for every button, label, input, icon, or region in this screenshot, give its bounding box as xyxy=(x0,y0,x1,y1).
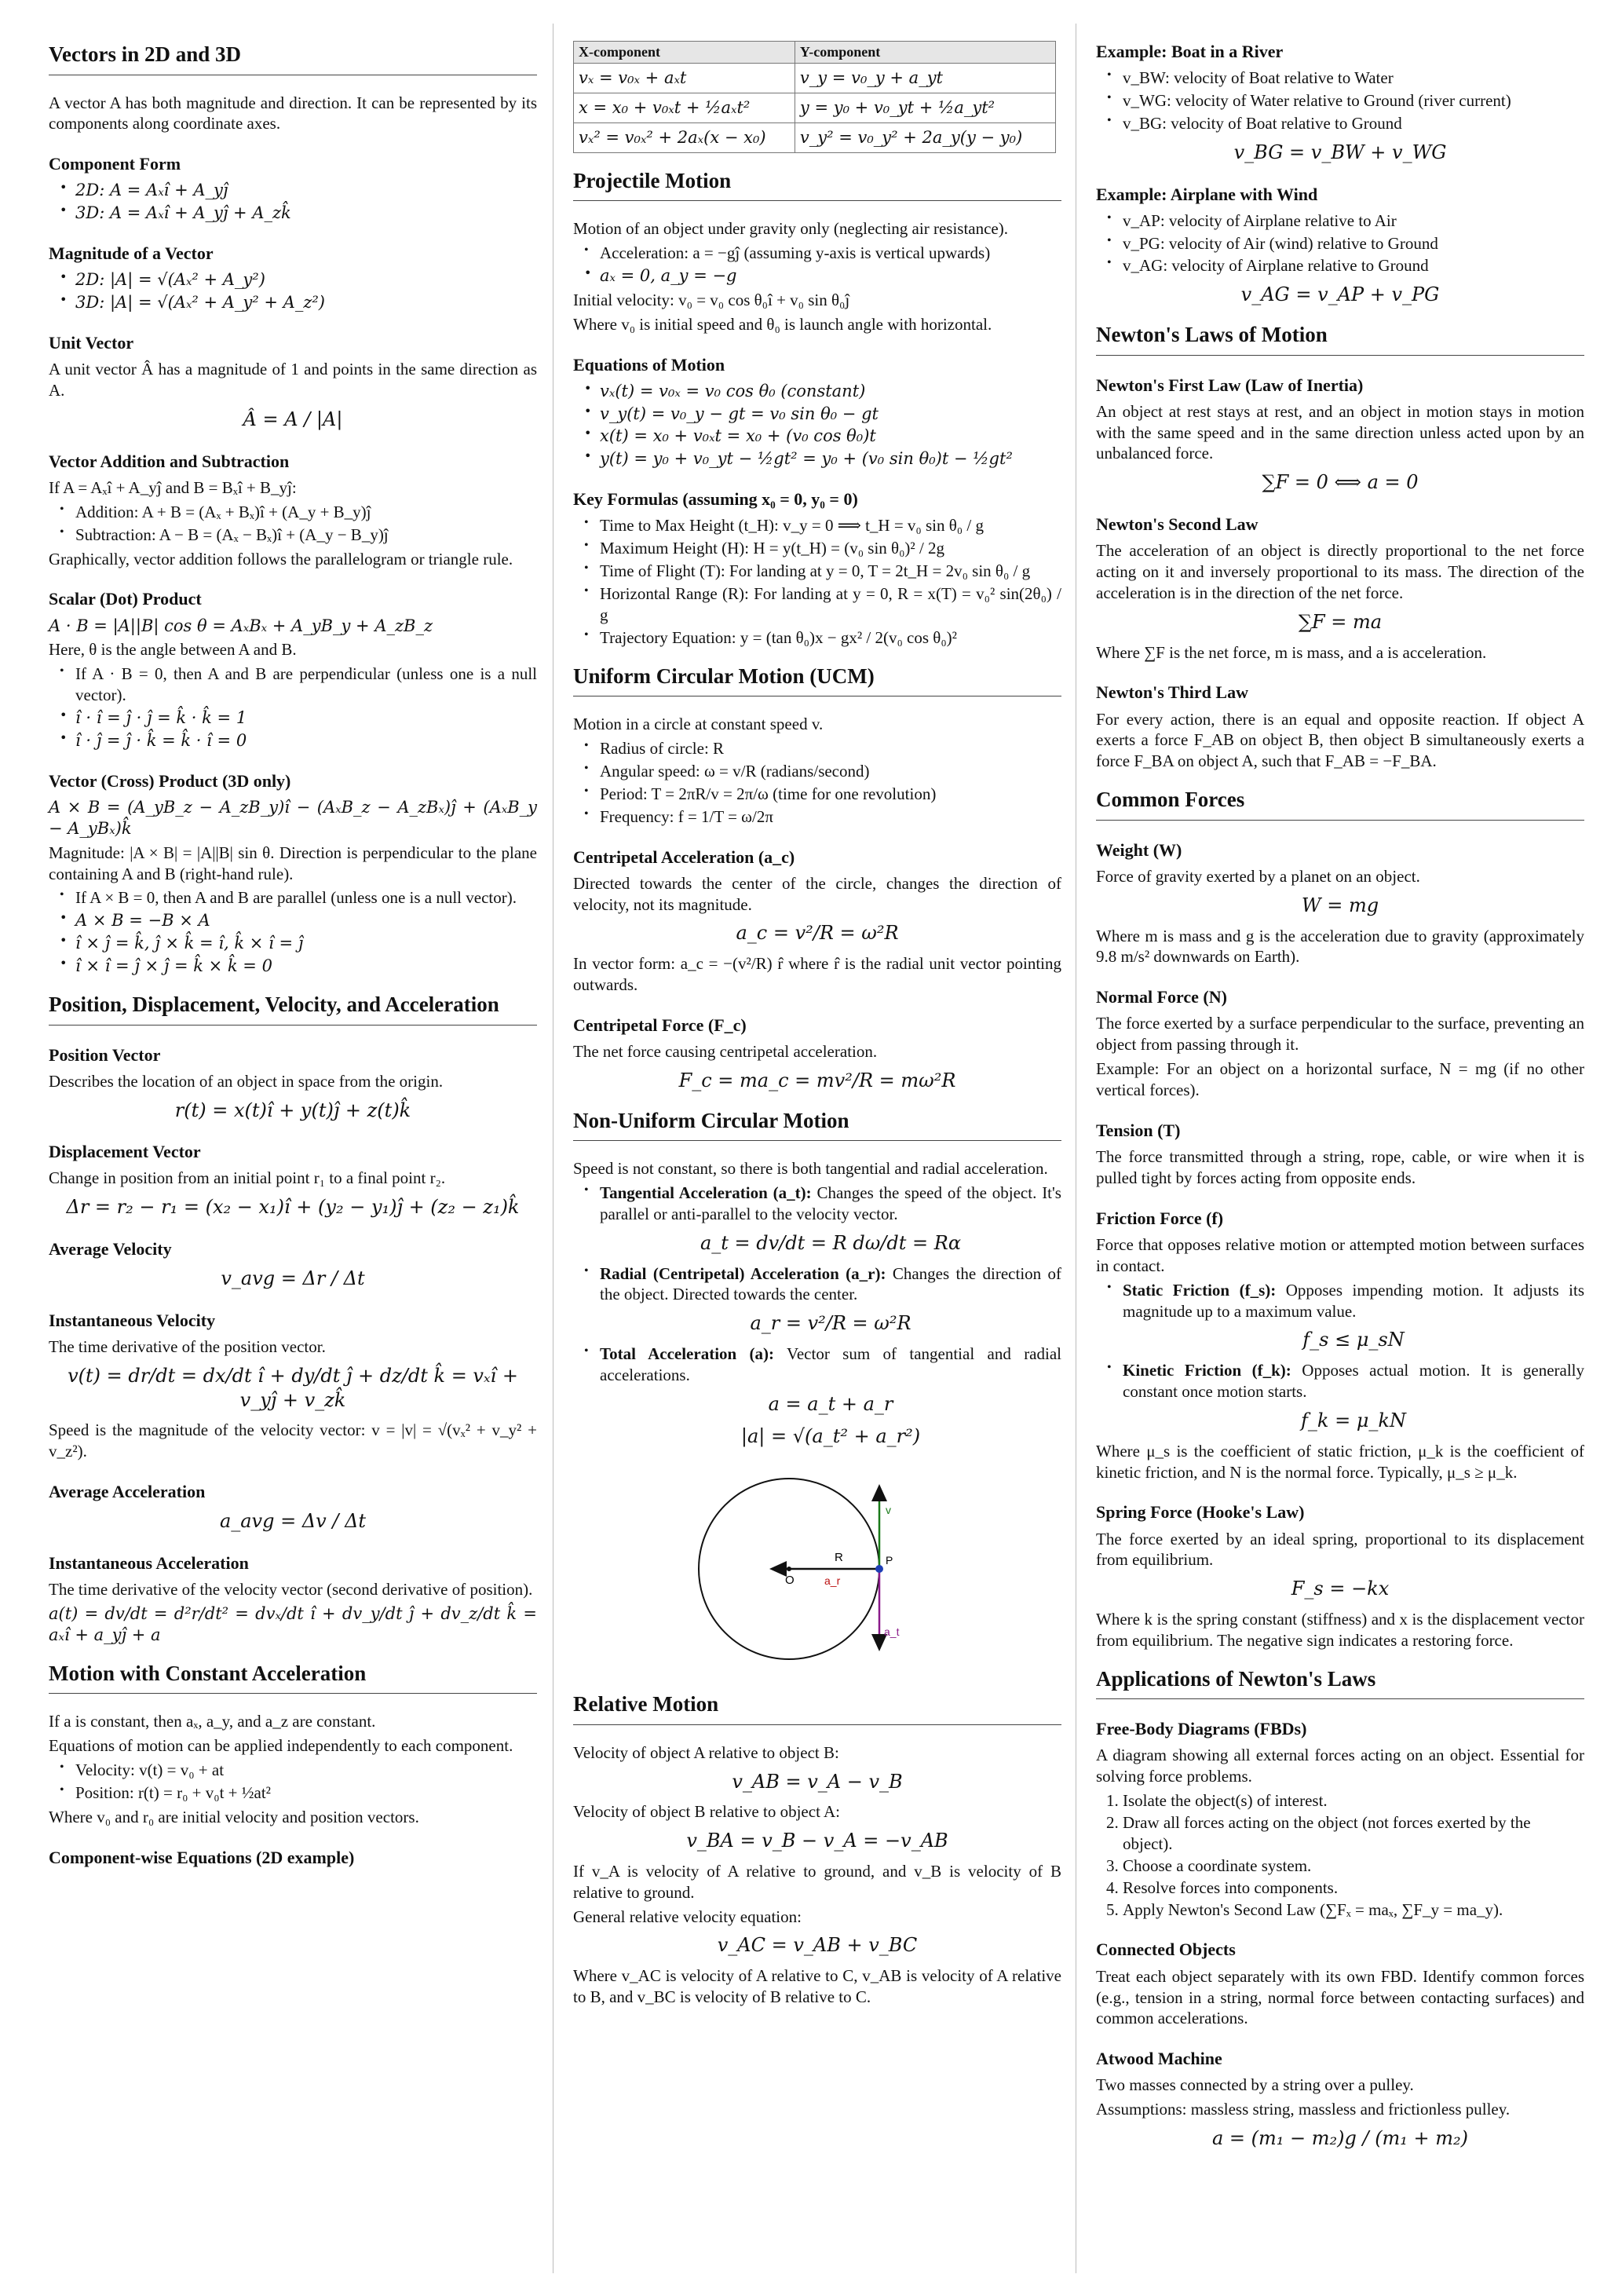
table-header: Y-component xyxy=(795,42,1055,64)
section-title-constant-acceleration: Motion with Constant Acceleration xyxy=(49,1660,537,1695)
magnitude-list xyxy=(49,269,537,313)
equations-of-motion-list xyxy=(573,381,1061,470)
component-form-list xyxy=(49,180,537,224)
table-row xyxy=(574,64,1056,93)
position-vector-text: Describes the location of an object in space from the origin. xyxy=(49,1071,444,1091)
centripetal-force-heading: Centripetal Force (F_c) xyxy=(573,1015,747,1035)
second-law-text: The acceleration of an object is directly proportional to the net force acting on it and inversely proportional to its mass. The direction of the acceleration is in the direction of the net force. xyxy=(1096,541,1584,602)
equations-of-motion-heading: Equations of Motion xyxy=(573,354,725,375)
spring-force-text: The force exerted by an ideal spring, proportional to its displacement from equilibrium. xyxy=(1096,1529,1584,1570)
list-item: • v_AP: velocity of Airplane relative to Air xyxy=(1123,210,1584,232)
list-item: • Radius of circle: R xyxy=(600,738,1061,759)
list-item: • Addition: A + B = (Aₓ + Bₓ)î + (A_y + B_y)ĵ xyxy=(75,502,537,523)
list-item: • Velocity: v(t) = v₀ + at xyxy=(75,1760,537,1781)
list-item: • v_AG: velocity of Airplane relative to Ground xyxy=(1123,255,1584,276)
relative-equation-1: v_AB = v_A − v_B xyxy=(732,1770,903,1793)
list-item: • Acceleration: a = −gĵ (assuming y-axis is vertical upwards) xyxy=(600,243,1061,264)
list-item: • 2D: A = Aₓî + A_yĵ xyxy=(75,180,537,201)
average-velocity-equation: v_avg = Δr / Δt xyxy=(221,1267,365,1290)
list-item: 1. Isolate the object(s) of interest. xyxy=(1123,1790,1584,1812)
term-text: Changes the speed of the object. It's parallel or anti-parallel to the velocity vector. xyxy=(600,1183,1061,1223)
list-item: • v_y(t) = v₀_y − gt = v₀ sin θ₀ − gt xyxy=(600,404,1061,425)
list-item: • v_BW: velocity of Boat relative to Water xyxy=(1123,68,1584,89)
table-cell: vₓ = v₀ₓ + aₓt xyxy=(574,64,795,93)
relative-text-2: Velocity of object B relative to object A: xyxy=(573,1802,840,1822)
static-friction-equation: f_s ≤ μ_sN xyxy=(1302,1329,1405,1351)
boat-equation: v_BG = v_BW + v_WG xyxy=(1233,141,1447,163)
second-law-heading: Newton's Second Law xyxy=(1096,514,1259,535)
atwood-assumptions: Assumptions: massless string, massless and frictionless pulley. xyxy=(1096,2100,1511,2119)
label-p: P xyxy=(886,1554,893,1567)
list-item: • Time of Flight (T): For landing at y = 0, T = 2t_H = 2v₀ sin θ₀ / g xyxy=(600,561,1061,582)
list-item: • Angular speed: ω = v/R (radians/second) xyxy=(600,761,1061,782)
list-item: 5. Apply Newton's Second Law (∑Fₓ = maₓ, ∑F_y = ma_y). xyxy=(1123,1899,1584,1921)
third-law-text: For every action, there is an equal and opposite reaction. If object A exerts a force F_AB on object B, then object B simultaneously exerts a force F_BA on object A, such that F_AB = −F_BA. xyxy=(1096,709,1584,771)
table-cell: v_y² = v₀_y² + 2a_y(y − y₀) xyxy=(795,122,1055,152)
section-title-ucm: Uniform Circular Motion (UCM) xyxy=(573,663,1061,697)
term-label: Total Acceleration (a): xyxy=(600,1344,775,1364)
instantaneous-velocity-equation: v(t) = dr/dt = dx/dt î + dy/dt ĵ + dz/dt k̂ = vₓî + v_yĵ + v_zk̂ xyxy=(68,1364,518,1411)
centripetal-acceleration-text: Directed towards the center of the circle, changes the direction of velocity, not its magnitude. xyxy=(573,873,1061,914)
table-cell: y = y₀ + v₀_yt + ½a_yt² xyxy=(795,93,1055,122)
average-acceleration-heading: Average Acceleration xyxy=(49,1482,206,1502)
relative-text-4: General relative velocity equation: xyxy=(573,1907,802,1926)
component-equations-table xyxy=(573,41,1056,153)
third-law-heading: Newton's Third Law xyxy=(1096,682,1248,703)
weight-equation: W = mg xyxy=(1301,894,1379,916)
non-uniform-intro: Speed is not constant, so there is both tangential and radial acceleration. xyxy=(573,1159,1048,1179)
list-item: • x(t) = x₀ + v₀ₓt = x₀ + (v₀ cos θ₀)t xyxy=(600,426,1061,447)
centripetal-force-text: The net force causing centripetal acceleration. xyxy=(573,1042,878,1062)
list-item: • 2D: |A| = √(Aₓ² + A_y²) xyxy=(75,269,537,291)
instantaneous-velocity-heading: Instantaneous Velocity xyxy=(49,1310,216,1330)
instantaneous-acceleration-equation: a(t) = dv/dt = d²r/dt² = dvₓ/dt î + dv_y/dt ĵ + dv_z/dt k̂ = aₓî + a_yĵ + a xyxy=(49,1604,537,1644)
dot-product-equation: A · B = |A||B| cos θ = AₓBₓ + A_yB_y + A_zB_z xyxy=(49,616,433,635)
vector-addition-heading: Vector Addition and Subtraction xyxy=(49,451,290,471)
section-title-applications: Applications of Newton's Laws xyxy=(1096,1665,1584,1700)
constant-acceleration-text-2: Equations of motion can be applied independently to each component. xyxy=(49,1736,513,1756)
list-item: • Time to Max Height (t_H): v_y = 0 ⟹ t_H = v₀ sin θ₀ / g xyxy=(600,515,1061,536)
kinetic-friction-equation: f_k = μ_kN xyxy=(1301,1409,1406,1431)
list-item: • Frequency: f = 1/T = ω/2π xyxy=(600,806,1061,828)
section-title-relative-motion: Relative Motion xyxy=(573,1691,1061,1725)
list-item: • v_PG: velocity of Air (wind) relative to Ground xyxy=(1123,233,1584,254)
list-item: • aₓ = 0, a_y = −g xyxy=(600,265,1061,287)
label-r: R xyxy=(835,1551,843,1565)
label-v: v xyxy=(886,1504,891,1517)
section-title-vectors: Vectors in 2D and 3D xyxy=(49,41,537,75)
section-title-common-forces: Common Forces xyxy=(1096,786,1584,821)
vector-addition-note: Graphically, vector addition follows the parallelogram or triangle rule. xyxy=(49,549,513,569)
initial-velocity-note: Where v₀ is initial speed and θ₀ is launch angle with horizontal. xyxy=(573,314,992,334)
boat-example-heading: Example: Boat in a River xyxy=(1096,42,1284,61)
table-header-row xyxy=(574,42,1056,64)
list-item xyxy=(600,1344,1061,1448)
velocity-arrow-head xyxy=(871,1484,887,1501)
atwood-equation: a = (m₁ − m₂)g / (m₁ + m₂) xyxy=(1211,2127,1469,2150)
label-ar: a_r xyxy=(824,1574,841,1588)
first-law-heading: Newton's First Law (Law of Inertia) xyxy=(1096,375,1364,395)
second-law-equation: ∑F = ma xyxy=(1298,610,1383,633)
instantaneous-acceleration-text: The time derivative of the velocity vector (second derivative of position). xyxy=(49,1580,533,1600)
constant-acceleration-text: If a is constant, then aₓ, a_y, and a_z are constant. xyxy=(49,1712,376,1731)
table-header: X-component xyxy=(574,42,795,64)
airplane-example-list xyxy=(1096,210,1584,277)
airplane-example-heading: Example: Airplane with Wind xyxy=(1096,184,1318,204)
friction-list xyxy=(1096,1280,1584,1433)
list-item: • Position: r(t) = r₀ + v₀t + ½at² xyxy=(75,1782,537,1804)
normal-force-text: The force exerted by a surface perpendicular to the surface, preventing an object from passing through it. xyxy=(1096,1014,1584,1055)
label-at: a_t xyxy=(884,1625,900,1639)
tension-text: The force transmitted through a string, rope, cable, or wire when it is pulled tight by forces acting from opposite ends. xyxy=(1096,1147,1584,1187)
list-item xyxy=(1123,1360,1584,1432)
average-acceleration-equation: a_avg = Δv / Δt xyxy=(219,1510,367,1533)
magnitude-heading: Magnitude of a Vector xyxy=(49,243,214,264)
list-item: • If A × B = 0, then A and B are parallel (unless one is a null vector). xyxy=(75,887,537,909)
column-3 xyxy=(1096,38,1584,2159)
connected-objects-text: Treat each object separately with its own FBD. Identify common forces (e.g., tension in a string, normal force between contacting surfaces) and common accelerations. xyxy=(1096,1966,1584,2028)
table-cell: x = x₀ + v₀ₓt + ½aₓt² xyxy=(574,93,795,122)
second-law-note: Where ∑F is the net force, m is mass, and a is acceleration. xyxy=(1096,642,1487,662)
list-item: • vₓ(t) = v₀ₓ = v₀ cos θ₀ (constant) xyxy=(600,381,1061,402)
column-2 xyxy=(573,38,1061,2011)
fbd-text: A diagram showing all external forces acting on an object. Essential for solving force problems. xyxy=(1096,1746,1584,1786)
airplane-equation: v_AG = v_AP + v_PG xyxy=(1240,283,1440,306)
term-text: Opposes impending motion. It adjusts its magnitude up to a maximum value. xyxy=(1123,1280,1584,1321)
term-label: Static Friction (f_s): xyxy=(1123,1280,1277,1300)
list-item xyxy=(1123,1280,1584,1352)
list-item: • î · î = ĵ · ĵ = k̂ · k̂ = 1 xyxy=(75,707,537,729)
position-vector-equation: r(t) = x(t)î + y(t)ĵ + z(t)k̂ xyxy=(174,1099,411,1121)
term-label: Kinetic Friction (f_k): xyxy=(1123,1361,1291,1380)
relative-equation-2: v_BA = v_B − v_A = −v_AB xyxy=(686,1830,948,1852)
section-title-kinematics: Position, Displacement, Velocity, and Acceleration xyxy=(49,991,537,1026)
list-item: • v_BG: velocity of Boat relative to Ground xyxy=(1123,113,1584,134)
position-vector-heading: Position Vector xyxy=(49,1044,161,1065)
term-label: Tangential Acceleration (a_t): xyxy=(600,1183,812,1203)
friction-text: Force that opposes relative motion or attempted motion between surfaces in contact. xyxy=(1096,1234,1584,1275)
vectors-intro: A vector A has both magnitude and direction. It can be represented by its components along coordinate axes. xyxy=(49,93,537,133)
friction-heading: Friction Force (f) xyxy=(1096,1208,1224,1228)
spring-force-equation: F_s = −kx xyxy=(1291,1578,1390,1600)
list-item: • 3D: A = Aₓî + A_yĵ + A_zk̂ xyxy=(75,203,537,224)
spring-force-note: Where k is the spring constant (stiffness) and x is the displacement vector from equilibrium. The negative sign indicates a restoring force. xyxy=(1096,1610,1584,1650)
projectile-intro: Motion of an object under gravity only (neglecting air resistance). xyxy=(573,219,1008,239)
section-title-projectile: Projectile Motion xyxy=(573,167,1061,202)
relative-text-1: Velocity of object A relative to object B: xyxy=(573,1742,839,1762)
normal-force-heading: Normal Force (N) xyxy=(1096,987,1227,1007)
relative-text-5: Where v_AC is velocity of A relative to C, v_AB is velocity of A relative to B, and v_BC is velocity of B relative to C. xyxy=(573,1966,1061,2007)
centripetal-force-equation: F_c = ma_c = mv²/R = mω²R xyxy=(678,1069,956,1091)
cross-product-text: Magnitude: |A × B| = |A||B| sin θ. Direction is perpendicular to the plane containing A and B (right-hand rule). xyxy=(49,843,537,883)
fbd-heading: Free-Body Diagrams (FBDs) xyxy=(1096,1719,1307,1739)
list-item: 3. Choose a coordinate system. xyxy=(1123,1855,1584,1877)
centripetal-acceleration-vector-text: In vector form: a_c = −(v²/R) r̂ where r̂ is the radial unit vector pointing outwards. xyxy=(573,954,1061,995)
list-item xyxy=(600,1263,1061,1336)
weight-note: Where m is mass and g is the acceleration due to gravity (approximately 9.8 m/s² downwards on Earth). xyxy=(1096,926,1584,967)
list-item: • If A · B = 0, then A and B are perpendicular (unless one is a null vector). xyxy=(75,664,537,706)
component-form-heading: Component Form xyxy=(49,154,181,174)
displacement-equation: Δr = r₂ − r₁ = (x₂ − x₁)î + (y₂ − y₁)ĵ + (z₂ − z₁)k̂ xyxy=(66,1196,520,1219)
term-text: Changes the direction of the object. Directed towards the center. xyxy=(600,1263,1061,1304)
table-row xyxy=(574,93,1056,122)
key-formulas-list xyxy=(573,515,1061,648)
section-title-newtons-laws: Newton's Laws of Motion xyxy=(1096,321,1584,356)
projectile-list xyxy=(573,243,1061,287)
relative-equation-3: v_AC = v_AB + v_BC xyxy=(717,1934,918,1957)
list-item: 4. Resolve forces into components. xyxy=(1123,1877,1584,1899)
first-law-text: An object at rest stays at rest, and an object in motion stays in motion with the same speed and in the same direction unless acted upon by an unbalanced force. xyxy=(1096,401,1584,463)
tension-heading: Tension (T) xyxy=(1096,1120,1181,1140)
boat-example-list xyxy=(1096,68,1584,134)
radial-equation: a_r = v²/R = ω²R xyxy=(750,1312,911,1335)
cross-product-heading: Vector (Cross) Product (3D only) xyxy=(49,770,291,791)
tangential-equation: a_t = dv/dt = R dω/dt = Rα xyxy=(700,1231,962,1254)
dot-product-list xyxy=(49,664,537,751)
cross-product-list xyxy=(49,887,537,977)
list-item: • Period: T = 2πR/v = 2π/ω (time for one revolution) xyxy=(600,784,1061,805)
friction-note: Where μ_s is the coefficient of static friction, μ_k is the coefficient of kinetic friction, and N is the normal force. Typically, μ_s ≥ μ_k. xyxy=(1096,1441,1584,1482)
unit-vector-text: A unit vector Â has a magnitude of 1 and points in the same direction as A. xyxy=(49,360,537,400)
list-item: • î · ĵ = ĵ · k̂ = k̂ · î = 0 xyxy=(75,730,537,751)
list-item: • î × î = ĵ × ĵ = k̂ × k̂ = 0 xyxy=(75,956,537,977)
list-item: 2. Draw all forces acting on the object (not forces exerted by the object). xyxy=(1123,1812,1584,1855)
ucm-intro: Motion in a circle at constant speed v. xyxy=(573,715,824,734)
total-acceleration-equation: a = a_t + a_r xyxy=(768,1392,893,1415)
initial-velocity-text: Initial velocity: v₀ = v₀ cos θ₀î + v₀ sin θ₀ĵ xyxy=(573,290,850,309)
list-item: • 3D: |A| = √(Aₓ² + A_y² + A_z²) xyxy=(75,292,537,313)
connected-objects-heading: Connected Objects xyxy=(1096,1940,1236,1960)
component-wise-heading: Component-wise Equations (2D example) xyxy=(49,1847,355,1867)
radial-arrow-head xyxy=(769,1561,787,1577)
normal-force-example: Example: For an object on a horizontal surface, N = mg (if no other vertical forces). xyxy=(1096,1059,1584,1100)
list-item: • A × B = −B × A xyxy=(75,910,537,931)
table-cell: v_y = v₀_y + a_yt xyxy=(795,64,1055,93)
unit-vector-heading: Unit Vector xyxy=(49,333,134,353)
relative-text-3: If v_A is velocity of A relative to ground, and v_B is velocity of B relative to ground. xyxy=(573,1861,1061,1902)
list-item: • v_WG: velocity of Water relative to Ground (river current) xyxy=(1123,90,1584,112)
non-uniform-list xyxy=(573,1183,1061,1448)
weight-heading: Weight (W) xyxy=(1096,839,1182,860)
term-text: Opposes actual motion. It is generally constant once motion starts. xyxy=(1123,1361,1584,1402)
list-item: • Trajectory Equation: y = (tan θ₀)x − gx² / 2(v₀ cos θ₀)² xyxy=(600,627,1061,649)
term-text: Vector sum of tangential and radial accelerations. xyxy=(600,1344,1061,1384)
section-title-non-uniform: Non-Uniform Circular Motion xyxy=(573,1107,1061,1142)
list-item: • y(t) = y₀ + v₀_yt − ½gt² = y₀ + (v₀ sin θ₀)t − ½gt² xyxy=(600,448,1061,470)
centripetal-acceleration-heading: Centripetal Acceleration (a_c) xyxy=(573,846,795,867)
center-point xyxy=(787,1567,791,1571)
key-formulas-heading: Key Formulas (assuming x₀ = 0, y₀ = 0) xyxy=(573,489,858,510)
instantaneous-velocity-text: The time derivative of the position vector. xyxy=(49,1337,326,1357)
cross-product-equation: A × B = (A_yB_z − A_zB_y)î − (AₓB_z − A_zBₓ)ĵ + (AₓB_y − A_yBₓ)k̂ xyxy=(49,797,537,838)
average-velocity-heading: Average Velocity xyxy=(49,1239,172,1259)
centripetal-acceleration-equation: a_c = v²/R = ω²R xyxy=(736,922,899,945)
constant-acceleration-note: Where v₀ and r₀ are initial velocity and position vectors. xyxy=(49,1807,419,1826)
constant-acceleration-list xyxy=(49,1760,537,1804)
vector-addition-text: If A = Aₓî + A_yĵ and B = Bₓî + B_yĵ: xyxy=(49,477,297,497)
circular-motion-diagram xyxy=(691,1475,926,1663)
term-label: Radial (Centripetal) Acceleration (a_r): xyxy=(600,1263,886,1283)
ucm-list xyxy=(573,738,1061,828)
first-law-equation: ∑F = 0 ⟺ a = 0 xyxy=(1262,471,1419,494)
displacement-heading: Displacement Vector xyxy=(49,1142,201,1162)
spring-force-heading: Spring Force (Hooke's Law) xyxy=(1096,1502,1305,1523)
vector-addition-list xyxy=(49,502,537,546)
table-row xyxy=(574,122,1056,152)
unit-vector-equation: Â = A / |A| xyxy=(243,408,343,431)
point-p xyxy=(875,1565,883,1573)
speed-text: Speed is the magnitude of the velocity vector: v = |v| = √(vₓ² + v_y² + v_z²). xyxy=(49,1420,537,1461)
label-o: O xyxy=(785,1574,795,1588)
displacement-text: Change in position from an initial point r₁ to a final point r₂. xyxy=(49,1168,446,1188)
instantaneous-acceleration-heading: Instantaneous Acceleration xyxy=(49,1552,249,1573)
atwood-heading: Atwood Machine xyxy=(1096,2049,1222,2069)
list-item: • Horizontal Range (R): For landing at y = 0, R = x(T) = v₀² sin(2θ₀) / g xyxy=(600,583,1061,626)
weight-text: Force of gravity exerted by a planet on an object. xyxy=(1096,866,1420,886)
dot-product-text: Here, θ is the angle between A and B. xyxy=(49,640,297,660)
atwood-text: Two masses connected by a string over a pulley. xyxy=(1096,2075,1414,2095)
list-item: • Maximum Height (H): H = y(t_H) = (v₀ sin θ₀)² / 2g xyxy=(600,538,1061,559)
total-acceleration-magnitude: |a| = √(a_t² + a_r²) xyxy=(740,1424,921,1447)
column-1 xyxy=(49,38,537,1874)
dot-product-heading: Scalar (Dot) Product xyxy=(49,589,202,609)
list-item: • Subtraction: A − B = (Aₓ − Bₓ)î + (A_y − B_y)ĵ xyxy=(75,525,537,546)
list-item: • î × ĵ = k̂, ĵ × k̂ = î, k̂ × î = ĵ xyxy=(75,933,537,954)
list-item xyxy=(600,1183,1061,1255)
table-cell: vₓ² = v₀ₓ² + 2aₓ(x − x₀) xyxy=(574,122,795,152)
fbd-steps xyxy=(1096,1790,1584,1920)
